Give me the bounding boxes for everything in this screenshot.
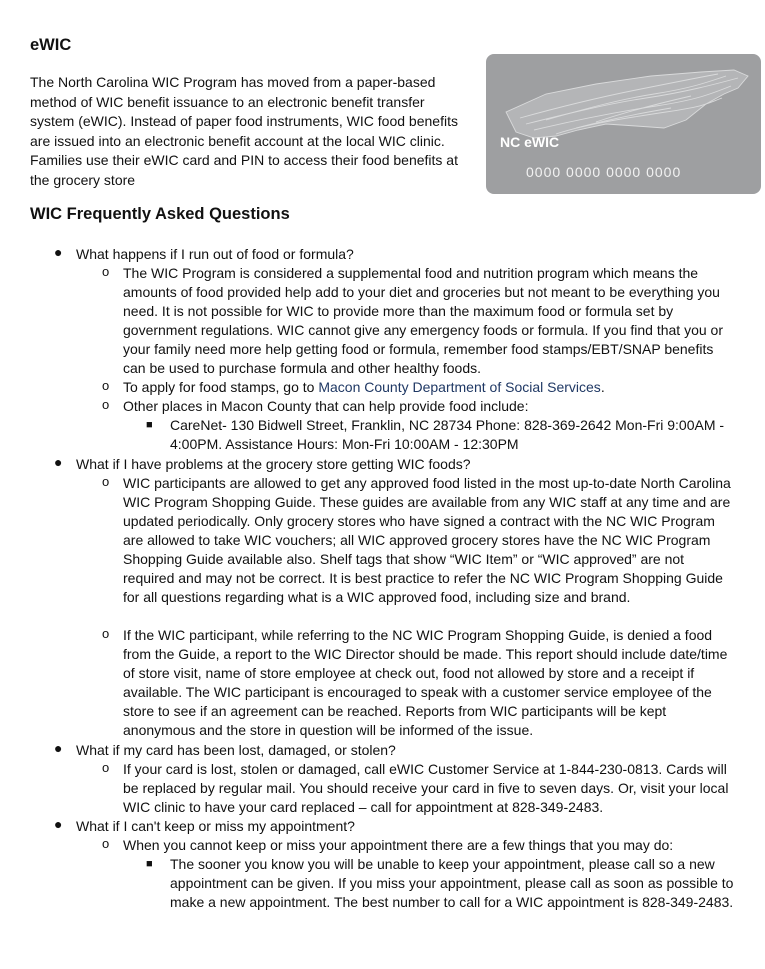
faq-answer: When you cannot keep or miss your appointment there are a few things that you may do: (123, 837, 674, 853)
bullet-icon: ● (54, 816, 63, 832)
square-bullet-icon: ■ (146, 858, 153, 870)
circle-bullet-icon: o (102, 626, 110, 641)
intro-paragraph: The North Carolina WIC Program has moved from a paper-based method of WIC benefit issuance to an electronic benefit transfer system (eWIC). Instead of paper food instruments, WIC food benefits are issued into an electronic benefit account at the local WIC clinic. Families use their eWIC card and PIN to access their food benefits at the grocery store (30, 74, 458, 188)
circle-bullet-icon: o (102, 474, 110, 489)
appointment-tip: The sooner you know you will be unable to keep your appointment, please call so a new appointment can be given. If you miss your appointment, please call as soon as possible to make a new appointment. The best number to call for a WIC appointment is 828-349-2483. (170, 856, 734, 910)
page-title: eWIC (30, 36, 72, 54)
faq-answer: WIC participants are allowed to get any approved food listed in the most up-to-date North Carolina WIC Program Shopping Guide. These guides are available from any WIC staff at any time and are updated periodically. Only grocery stores who have signed a contract with the NC WIC Program are allowed to take WIC vouchers; all WIC approved grocery stores have the NC WIC Program Shopping Guide available also. Shelf tags that show “WIC Item” or “WIC approved” are not required and may not be correct. It is best practice to refer the NC WIC Program Shopping Guide for all questions regarding what is a WIC approved food, including size and brand. (123, 475, 731, 605)
bullet-icon: ● (54, 740, 63, 756)
faq-question: What if I have problems at the grocery store getting WIC foods? (76, 456, 471, 472)
answer-text: . (600, 379, 605, 395)
food-resource-item: CareNet- 130 Bidwell Street, Franklin, NC 28734 Phone: 828-369-2642 Mon-Fri 9:00AM - 4:00PM. Assistance Hours: Mon-Fri 10:00AM - 12:30PM (170, 417, 725, 452)
faq-answer: If the WIC participant, while referring to the NC WIC Program Shopping Guide, is denied a food from the Guide, a report to the WIC Director should be made. This report should include date/time of store visit, name of store employee at check out, food not allowed by store and a receipt if available. The WIC participant is encouraged to speak with a customer service employee of the store to see if an agreement can be reached. Reports from WIC participants will be kept anonymous and the store in question will be informed of the issue. (123, 627, 728, 738)
answer-text: To apply for food stamps, go to (123, 379, 319, 395)
dss-link[interactable]: Macon County Department of Social Services (318, 379, 601, 395)
faq-answer: If your card is lost, stolen or damaged, call eWIC Customer Service at 1-844-230-0813. Cards will be replaced by regular mail. You should receive your card in five to seven days. Or, visit your local WIC clinic to have your card replaced – call for appointment at 828-349-2483. (123, 761, 729, 815)
card-name: NC eWIC (500, 134, 560, 150)
ewic-card-image (486, 54, 761, 194)
faq-answer (123, 378, 735, 397)
bullet-icon: ● (54, 244, 63, 260)
circle-bullet-icon: o (102, 836, 110, 851)
card-number: 0000 0000 0000 0000 (526, 164, 682, 180)
circle-bullet-icon: o (102, 760, 110, 775)
circle-bullet-icon: o (102, 264, 110, 279)
faq-heading: WIC Frequently Asked Questions (30, 205, 290, 223)
faq-answer: Other places in Macon County that can help provide food include: (123, 398, 529, 414)
faq-question: What if my card has been lost, damaged, or stolen? (76, 742, 396, 758)
square-bullet-icon: ■ (146, 419, 153, 431)
faq-answer: The WIC Program is considered a supplemental food and nutrition program which means the amounts of food provided help add to your diet and groceries but not meant to be everything you need. It is not possible for WIC to provide more than the maximum food or formula set by government regulations. WIC cannot give any emergency foods or formula. If you find that you or your family need more help getting food or formula, remember food stamps/EBT/SNAP benefits can be used to purchase formula and other healthy foods. (123, 265, 723, 376)
circle-bullet-icon: o (102, 397, 110, 412)
bullet-icon: ● (54, 454, 63, 470)
circle-bullet-icon: o (102, 378, 110, 393)
faq-question: What happens if I run out of food or formula? (76, 246, 354, 262)
faq-question: What if I can't keep or miss my appointment? (76, 818, 355, 834)
